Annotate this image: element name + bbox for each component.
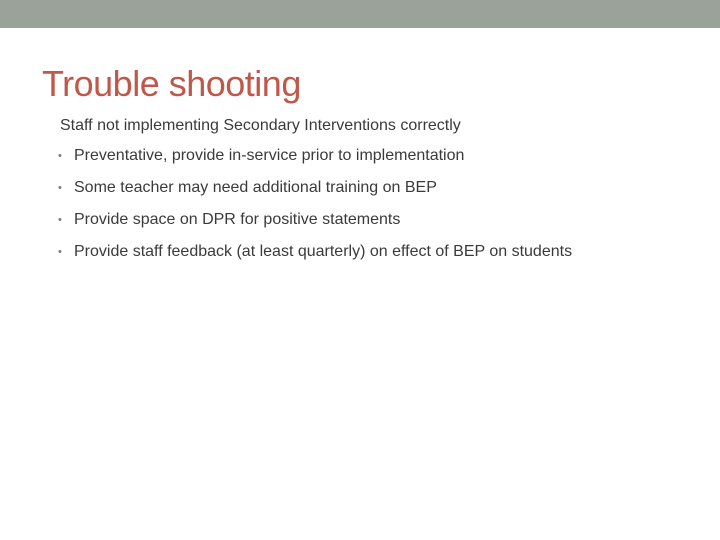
bullet-item bbox=[56, 177, 656, 199]
bullet-icon: • bbox=[58, 246, 62, 258]
bullet-item bbox=[56, 241, 656, 263]
bullet-list bbox=[56, 145, 656, 273]
bullet-item bbox=[56, 145, 656, 167]
bullet-text: Some teacher may need additional training on BEP bbox=[74, 179, 437, 196]
bullet-icon: • bbox=[58, 214, 62, 226]
bullet-text: Provide staff feedback (at least quarterly) on effect of BEP on students bbox=[74, 243, 573, 260]
bullet-text: Provide space on DPR for positive statements bbox=[74, 211, 401, 228]
bullet-icon: • bbox=[58, 182, 62, 194]
bullet-icon: • bbox=[58, 150, 62, 162]
bullet-item bbox=[56, 209, 656, 231]
bullet-text: Preventative, provide in-service prior to implementation bbox=[74, 147, 465, 164]
intro-text: Staff not implementing Secondary Interventions correctly bbox=[60, 117, 461, 134]
top-bar bbox=[0, 0, 720, 28]
slide-title: Trouble shooting bbox=[42, 63, 301, 104]
